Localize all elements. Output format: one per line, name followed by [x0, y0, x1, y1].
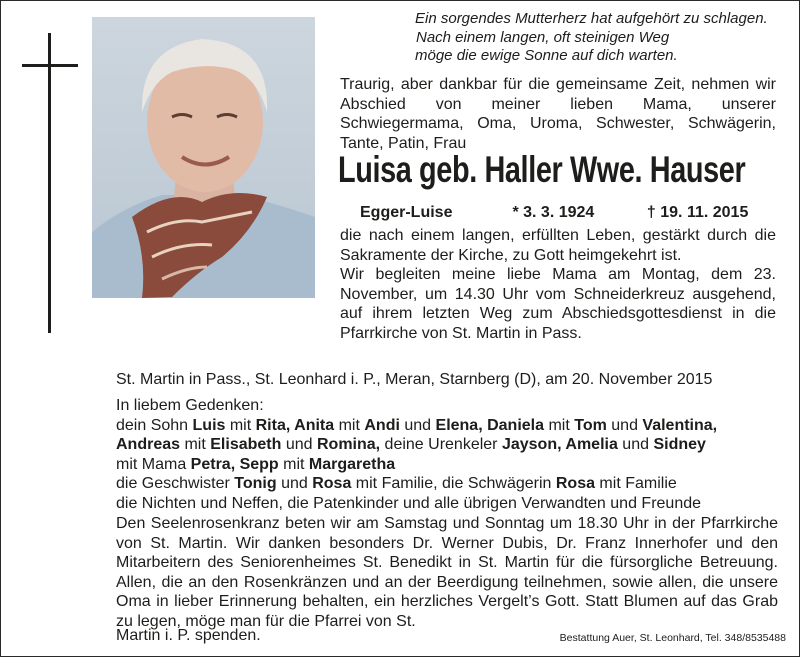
mourners-list	[116, 396, 780, 513]
body-text	[340, 226, 776, 343]
place-date: St. Martin in Pass., St. Leonhard i. P., Meran, Starnberg (D), am 20. November 2015	[116, 371, 713, 388]
death-date: † 19. 11. 2015	[646, 204, 749, 221]
verse-line: möge die ewige Sonne auf dich warten.	[415, 47, 678, 64]
deceased-name: Luisa geb. Haller Wwe. Hauser	[338, 149, 746, 190]
mourners-line: Andreas mit Elisabeth und Romina, deine Urenkeler Jayson, Amelia und Sidney	[116, 436, 706, 453]
portrait-photo	[92, 17, 315, 298]
closing-text-last: Martin i. P. spenden.	[116, 627, 261, 644]
verse-line: Ein sorgendes Mutterherz hat aufgehört zu schlagen.	[415, 10, 768, 27]
body-paragraph: Wir begleiten meine liebe Mama am Montag, dem 23. November, um 14.30 Uhr vom Schneiderkreuz ausgehend, auf ihrem letzten Weg zum Abschiedsgottesdienst in die Pfarrkirche von St. Martin in Pass.	[340, 266, 776, 342]
birth-date: * 3. 3. 1924	[512, 204, 595, 221]
intro-text: Traurig, aber dankbar für die gemeinsame Zeit, nehmen wir Abschied von meiner lieben Mama, unserer Schwiegermama, Oma, Uroma, Schwester, Schwägerin, Tante, Patin, Frau	[340, 76, 776, 152]
mourners-heading: In liebem Gedenken:	[116, 397, 264, 414]
closing-text: Den Seelenrosenkranz beten wir am Samstag und Sonntag um 18.30 Uhr in der Pfarrkirche von St. Martin. Wir danken besonders Dr. Werner Dubis, Dr. Franz Innerhofer und den Mitarbeitern des Seniorenheimes St. Benedikt in St. Martin für die fürsorgliche Betreuung. Allen, die an den Rosenkränzen und an der Beerdigung teilnehmen, sowie allen, die unsere Oma in lieber Erinnerung behalten, ein herzliches Vergelt’s Gott. Statt Blumen auf das Grab zu legen, möge man für die Pfarrei von St.	[116, 515, 778, 630]
mourners-line: dein Sohn Luis mit Rita, Anita mit Andi und Elena, Daniela mit Tom und Valentina,	[116, 416, 718, 434]
verse	[415, 10, 785, 66]
dates-line	[360, 203, 780, 223]
mourners-line: die Geschwister Tonig und Rosa mit Familie, die Schwägerin Rosa mit Familie	[116, 475, 677, 492]
body-paragraph: die nach einem langen, erfüllten Leben, gestärkt durch die Sakramente der Kirche, zu Gott heimgekehrt ist.	[340, 227, 776, 264]
verse-line: Nach einem langen, oft steinigen Weg	[416, 28, 670, 46]
mourners-line: mit Mama Petra, Sepp mit Margaretha	[116, 455, 396, 473]
mourners-line: die Nichten und Neffen, die Patenkinder und alle übrigen Verwandten und Freunde	[116, 494, 702, 512]
undertaker-credit: Bestattung Auer, St. Leonhard, Tel. 348/8535488	[559, 632, 786, 644]
nickname: Egger-Luise	[360, 204, 453, 221]
